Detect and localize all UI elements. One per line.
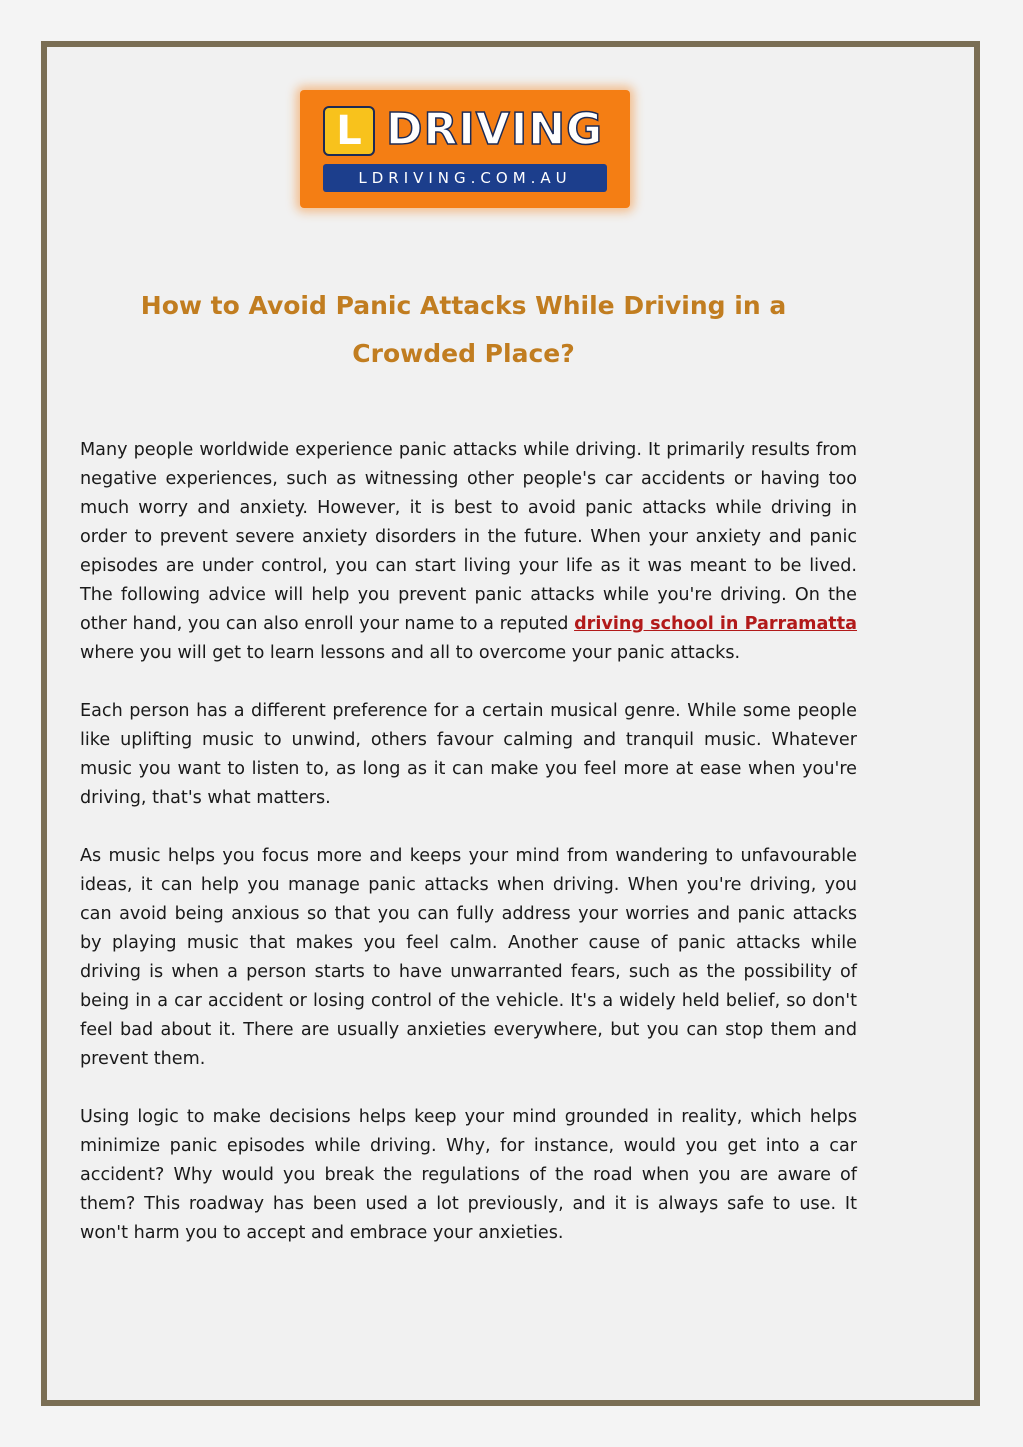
logo-word: DRIVING xyxy=(386,104,604,155)
ldriving-logo xyxy=(300,90,630,208)
paragraph-1-text-after-link: where you will get to learn lessons and all to overcome your panic attacks. xyxy=(80,643,741,663)
logo-domain: LDRIVING.COM.AU xyxy=(323,164,607,192)
logo-letter: L xyxy=(323,106,375,156)
article-title: How to Avoid Panic Attacks While Driving in a Crowded Place? xyxy=(140,291,787,368)
article-body xyxy=(80,436,857,1277)
paragraph-1-text-before-link: Many people worldwide experience panic attacks while driving. It primarily results from negative experiences, such as witnessing other people's car accidents or having too much worry and anxiety. However, it is best to avoid panic attacks while driving in order to prevent severe anxiety disorders in the future. When your anxiety and panic episodes are under control, you can start living your life as it was meant to be lived. The following advice will help you prevent panic attacks while you're driving. On the other hand, you can also enroll your name to a reputed xyxy=(80,440,857,634)
paragraph-2: Each person has a different preference for a certain musical genre. While some people like uplifting music to unwind, others favour calming and tranquil music. Whatever music you want to listen to, as long as it can make you feel more at ease when you're driving, that's what matters. xyxy=(80,701,857,808)
driving-school-link[interactable]: driving school in Parramatta xyxy=(574,614,858,634)
paragraph-1 xyxy=(80,436,857,668)
paragraph-3: As music helps you focus more and keeps your mind from wandering to unfavourable ideas, it can help you manage panic attacks when driving. When you're driving, you can avoid being anxious so that you can fully address your worries and panic attacks by playing music that makes you feel calm. Another cause of panic attacks while driving is when a person starts to have unwarranted fears, such as the possibility of being in a car accident or losing control of the vehicle. It's a widely held belief, so don't feel bad about it. There are usually anxieties everywhere, but you can stop them and prevent them. xyxy=(80,846,857,1069)
paragraph-4: Using logic to make decisions helps keep your mind grounded in reality, which helps minimize panic episodes while driving. Why, for instance, would you get into a car accident? Why would you break the regulations of the road when you are aware of them? This roadway has been used a lot previously, and it is always safe to use. It won't harm you to accept and embrace your anxieties. xyxy=(80,1107,857,1243)
